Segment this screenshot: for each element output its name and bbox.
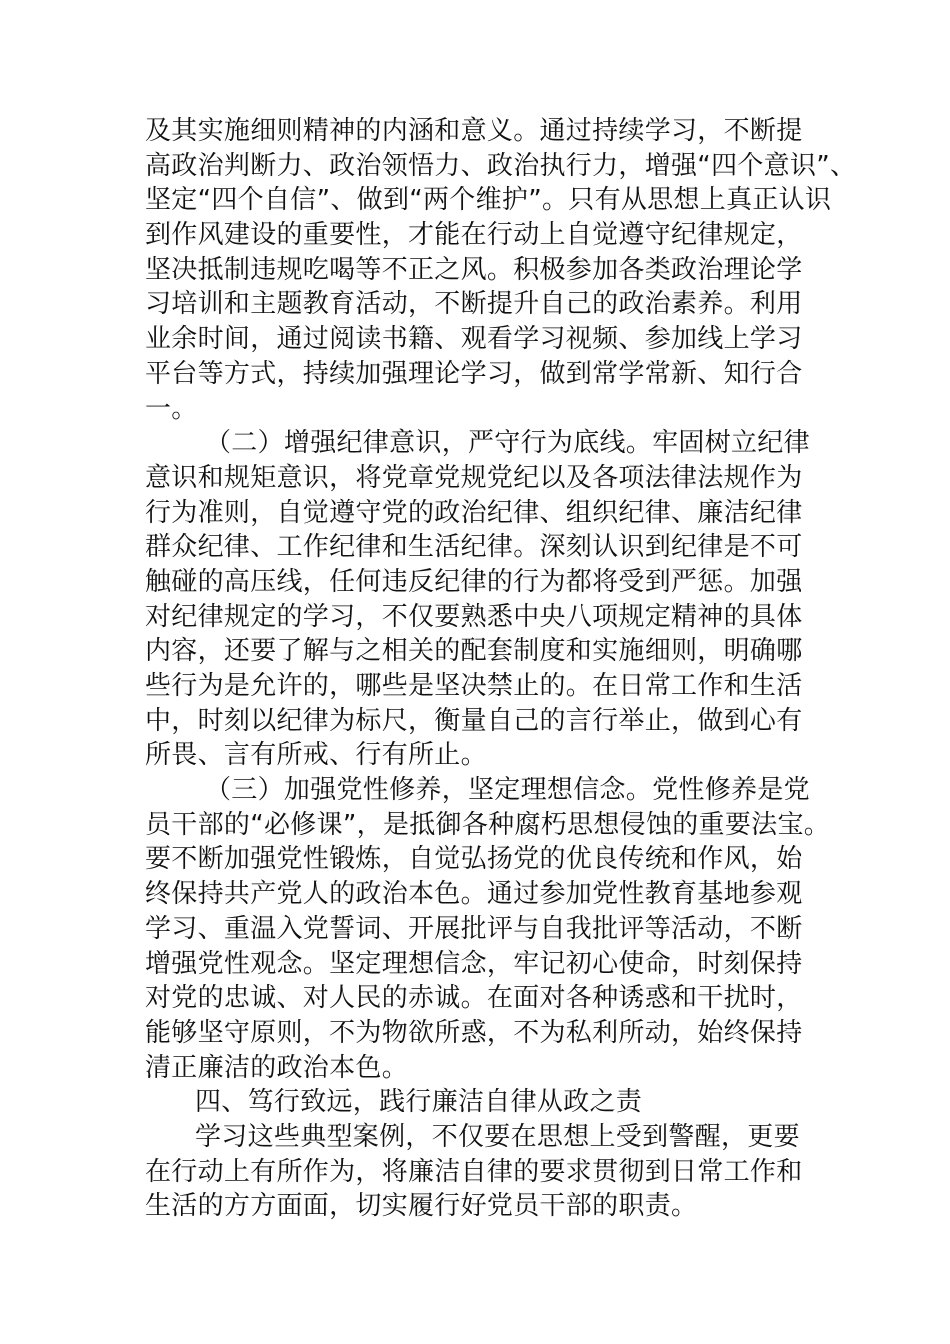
text-line: 些行为是允许的，哪些是坚决禁止的。在日常工作和生活	[145, 671, 803, 701]
text-line: 一。	[145, 393, 198, 424]
text-line: 中，时刻以纪律为标尺，衡量自己的言行举止，做到心有	[145, 705, 803, 736]
text-line: 在行动上有所作为，将廉洁自律的要求贯彻到日常工作和	[145, 1156, 803, 1187]
text-line: 对党的忠诚、对人民的赤诚。在面对各种诱惑和干扰时，	[145, 983, 803, 1014]
text-line: 对纪律规定的学习，不仅要熟悉中央八项规定精神的具体	[145, 601, 803, 632]
text-line: 业余时间，通过阅读书籍、观看学习视频、参加线上学习	[145, 324, 803, 355]
text-line: 平台等方式，持续加强理论学习，做到常学常新、知行合	[145, 358, 803, 389]
text-line: 增强党性观念。坚定理想信念，牢记初心使命，时刻保持	[145, 948, 803, 979]
document-body-text	[145, 114, 857, 1224]
text-line: 坚决抵制违规吃喝等不正之风。积极参加各类政治理论学	[145, 254, 803, 285]
text-line: 要不断加强党性锻炼，自觉弘扬党的优良传统和作风，始	[145, 844, 803, 875]
text-line: 能够坚守原则，不为物欲所惑，不为私利所动，始终保持	[145, 1017, 803, 1048]
text-line: 触碰的高压线，任何违反纪律的行为都将受到严惩。加强	[145, 566, 803, 597]
text-line: 四、笃行致远，践行廉洁自律从政之责	[195, 1087, 643, 1118]
text-line: 高政治判断力、政治领悟力、政治执行力，增强“四个意识”、	[145, 150, 857, 181]
text-line: 习培训和主题教育活动，不断提升自己的政治素养。利用	[145, 289, 803, 320]
text-line: 内容，还要了解与之相关的配套制度和实施细则，明确哪	[145, 636, 803, 667]
text-line: 到作风建设的重要性，才能在行动上自觉遵守纪律规定，	[145, 220, 803, 251]
text-line: 行为准则，自觉遵守党的政治纪律、组织纪律、廉洁纪律	[145, 497, 803, 528]
text-line: 学习这些典型案例，不仅要在思想上受到警醒，更要	[195, 1121, 800, 1152]
text-line: 意识和规矩意识，将党章党规党纪以及各项法律法规作为	[145, 462, 803, 493]
text-line: 终保持共产党人的政治本色。通过参加党性教育基地参观	[145, 879, 803, 910]
text-line: （二）增强纪律意识，严守行为底线。牢固树立纪律	[205, 428, 810, 459]
text-line: 员干部的“必修课”，是抵御各种腐朽思想侵蚀的重要法宝。	[145, 809, 831, 840]
text-line: （三）加强党性修养，坚定理想信念。党性修养是党	[205, 775, 810, 806]
text-line: 群众纪律、工作纪律和生活纪律。深刻认识到纪律是不可	[145, 532, 803, 563]
text-line: 及其实施细则精神的内涵和意义。通过持续学习，不断提	[145, 116, 803, 146]
text-line: 清正廉洁的政治本色。	[145, 1052, 409, 1083]
text-line: 坚定“四个自信”、做到“两个维护”。只有从思想上真正认识	[145, 185, 832, 216]
text-line: 学习、重温入党誓词、开展批评与自我批评等活动，不断	[145, 913, 803, 944]
text-line: 生活的方方面面，切实履行好党员干部的职责。	[145, 1191, 698, 1222]
text-line: 所畏、言有所戒、行有所止。	[145, 740, 487, 771]
